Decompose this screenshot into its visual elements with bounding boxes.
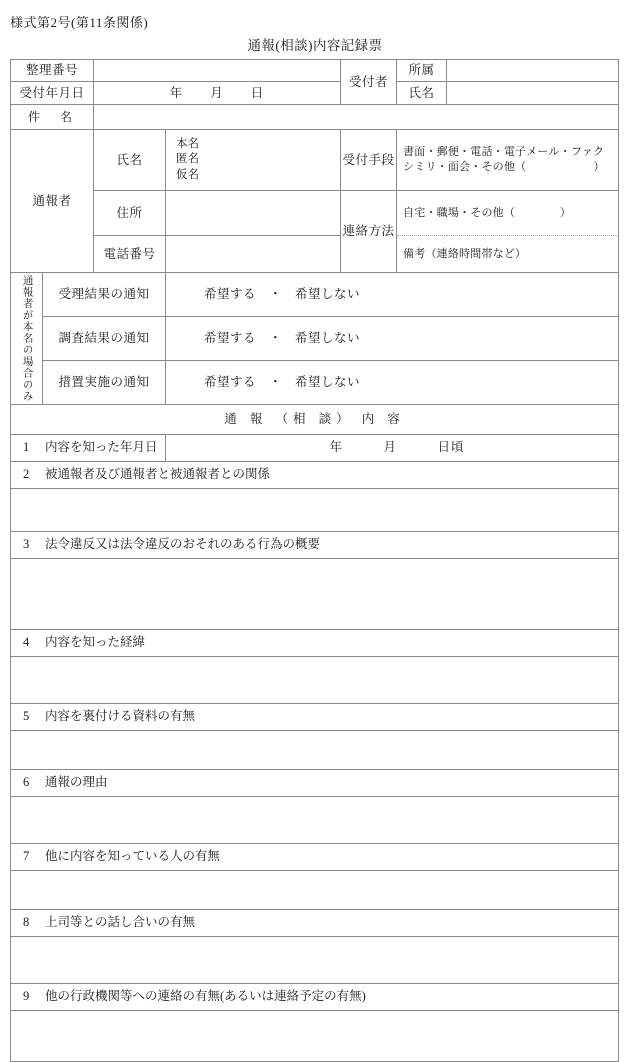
receipt-date-value[interactable]: 年 月 日	[94, 82, 341, 105]
item-label-text: 上司等との話し合いの有無	[45, 915, 196, 930]
content-item-answer[interactable]	[11, 936, 619, 983]
item-number: 5	[23, 709, 30, 724]
item-label-text: 他の行政機関等への連絡の有無(あるいは連絡予定の有無)	[45, 989, 366, 1004]
content-item-label-row	[11, 983, 619, 1010]
reporter-address-value[interactable]	[166, 191, 341, 236]
receipt-date-label: 受付年月日	[11, 82, 94, 105]
content-item-answer-row	[11, 730, 619, 769]
content-items-body	[11, 461, 619, 1061]
content-item-1-row	[11, 434, 619, 461]
record-form-table	[10, 59, 619, 1062]
content-item-answer[interactable]	[11, 796, 619, 843]
item-label-text: 他に内容を知っている人の有無	[45, 849, 221, 864]
receiver-name-label: 氏名	[397, 82, 447, 105]
item-label-text: 法令違反又は法令違反のおそれのある行為の概要	[45, 537, 321, 552]
content-item-label	[11, 531, 619, 558]
content-item-label	[11, 983, 619, 1010]
content-item-answer-row	[11, 558, 619, 629]
contact-remarks[interactable]: 備考（連絡時間帯など）	[397, 236, 619, 273]
content-item-label	[11, 629, 619, 656]
content-item-answer[interactable]	[11, 656, 619, 703]
content-item-answer[interactable]	[11, 1010, 619, 1061]
control-number-label: 整理番号	[11, 60, 94, 82]
form-number: 様式第2号(第11条関係)	[10, 15, 149, 30]
item-number: 7	[23, 849, 30, 864]
content-item-answer[interactable]	[11, 558, 619, 629]
reporter-address-row	[11, 191, 619, 236]
vertical-label-left: 場合のみ	[21, 355, 33, 402]
reporter-phone-row	[11, 236, 619, 273]
notification-label-investigation: 調査結果の通知	[43, 316, 166, 360]
content-item-answer[interactable]	[11, 488, 619, 531]
name-option-pseudonym[interactable]: 仮名	[176, 168, 200, 181]
content-item-answer[interactable]	[11, 870, 619, 909]
name-option-anonymous[interactable]: 匿名	[176, 153, 200, 166]
affiliation-value[interactable]	[447, 60, 619, 82]
content-item-answer-row	[11, 796, 619, 843]
item-label-text: 通報の理由	[45, 775, 108, 790]
content-item-1-label	[11, 434, 166, 461]
content-item-label-row	[11, 531, 619, 558]
content-item-label-row	[11, 909, 619, 936]
content-item-label	[11, 769, 619, 796]
content-section-header-row	[11, 404, 619, 434]
receiver-label: 受付者	[341, 60, 397, 105]
reporter-phone-value[interactable]	[166, 236, 341, 273]
notification-choice-investigation[interactable]: 希望する ・ 希望しない	[166, 316, 619, 360]
affiliation-label: 所属	[397, 60, 447, 82]
notification-row-2	[11, 316, 619, 360]
content-item-label-row	[11, 769, 619, 796]
content-item-answer-row	[11, 870, 619, 909]
contact-place-options[interactable]: 自宅・職場・その他（ ）	[397, 191, 619, 236]
item-label-1: 内容を知った年月日	[45, 440, 158, 455]
contact-method-label: 連絡方法	[341, 191, 397, 273]
item-label-text: 内容を裏付ける資料の有無	[45, 709, 196, 724]
name-option-real[interactable]: 本名	[176, 137, 200, 150]
item-number-1: 1	[23, 440, 30, 455]
receiver-name-value[interactable]	[447, 82, 619, 105]
item-number: 3	[23, 537, 30, 552]
content-item-label-row	[11, 843, 619, 870]
notification-choice-acceptance[interactable]: 希望する ・ 希望しない	[166, 273, 619, 317]
notification-row-1	[11, 273, 619, 317]
notification-row-3	[11, 360, 619, 404]
subject-label: 件 名	[11, 105, 94, 130]
control-number-value[interactable]	[94, 60, 341, 82]
notification-label-measures: 措置実施の通知	[43, 360, 166, 404]
control-number-row	[11, 60, 619, 82]
content-item-label	[11, 461, 619, 488]
content-item-answer-row	[11, 1010, 619, 1061]
content-item-label-row	[11, 629, 619, 656]
reporter-phone-label: 電話番号	[94, 236, 166, 273]
page-title: 通報(相談)内容記録票	[247, 38, 383, 53]
content-item-label	[11, 909, 619, 936]
notification-vertical-label	[11, 273, 43, 405]
content-item-answer[interactable]	[11, 730, 619, 769]
item-number: 2	[23, 467, 30, 482]
item-number: 9	[23, 989, 30, 1004]
reporter-name-row	[11, 130, 619, 191]
content-section-title: 通 報 （相 談） 内 容	[11, 404, 619, 434]
reporter-name-label: 氏名	[94, 130, 166, 191]
receipt-means-label: 受付手段	[341, 130, 397, 191]
reporter-name-options[interactable]	[166, 130, 341, 191]
content-item-answer-row	[11, 656, 619, 703]
content-item-answer-row	[11, 488, 619, 531]
content-item-label	[11, 703, 619, 730]
item-number: 8	[23, 915, 30, 930]
receipt-date-row	[11, 82, 619, 105]
notification-label-acceptance: 受理結果の通知	[43, 273, 166, 317]
receipt-means-options[interactable]: 書面・郵便・電話・電子メール・ファクシミリ・面会・その他（ ）	[397, 130, 619, 191]
content-item-1-value[interactable]: 年 月 日頃	[166, 434, 619, 461]
vertical-label-right: 通報者が本名の	[21, 275, 33, 356]
content-item-answer-row	[11, 936, 619, 983]
reporter-label: 通報者	[11, 130, 94, 273]
content-item-label	[11, 843, 619, 870]
item-number: 4	[23, 635, 30, 650]
item-label-text: 内容を知った経緯	[45, 635, 146, 650]
content-item-label-row	[11, 703, 619, 730]
notification-choice-measures[interactable]: 希望する ・ 希望しない	[166, 360, 619, 404]
item-number: 6	[23, 775, 30, 790]
subject-row	[11, 105, 619, 130]
item-label-text: 被通報者及び通報者と被通報者との関係	[45, 467, 271, 482]
reporter-address-label: 住所	[94, 191, 166, 236]
content-item-label-row	[11, 461, 619, 488]
subject-value[interactable]	[94, 105, 619, 130]
